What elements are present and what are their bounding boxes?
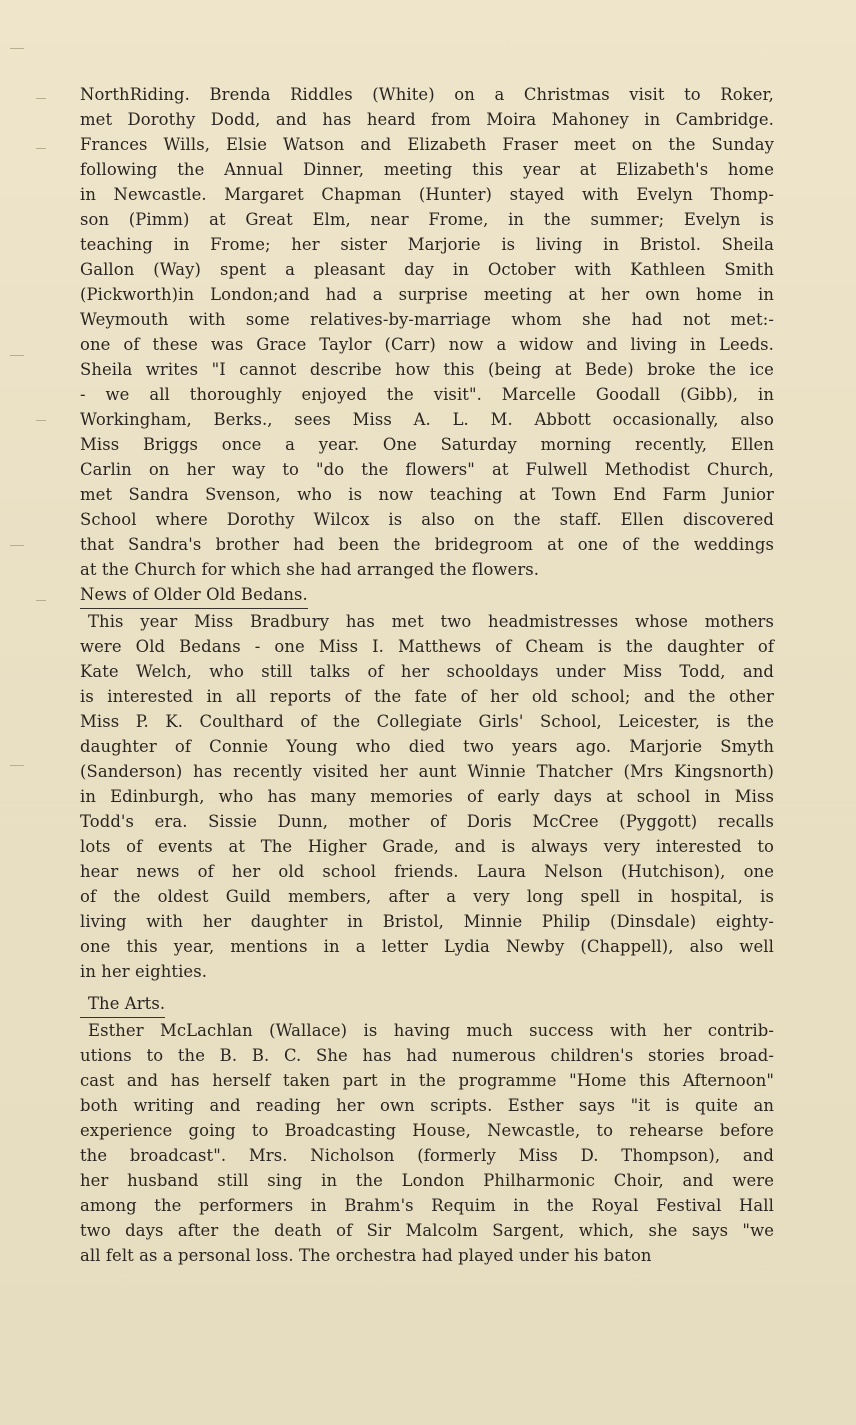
section-heading: The Arts. [80, 992, 165, 1018]
text-line: utions to the B. B. C. She has had numerous children's stories broad- [80, 1046, 774, 1065]
text-line: School where Dorothy Wilcox is also on the staff. Ellen discovered [80, 510, 774, 529]
text-line: the broadcast". Mrs. Nicholson (formerly Miss D. Thompson), and [80, 1146, 774, 1165]
text-line: lots of events at The Higher Grade, and is always very interested to [80, 837, 774, 856]
text-line: one of these was Grace Taylor (Carr) now a widow and living in Leeds. [80, 335, 774, 354]
margin-mark [36, 148, 46, 149]
text-line: Esther McLachlan (Wallace) is having much success with her contrib- [88, 1021, 774, 1040]
text-line: of the oldest Guild members, after a very long spell in hospital, is [80, 887, 774, 906]
text-line: NorthRiding. Brenda Riddles (White) on a Christmas visit to Roker, [80, 85, 774, 104]
article-text [80, 82, 774, 1268]
text-line: - we all thoroughly enjoyed the visit". Marcelle Goodall (Gibb), in [80, 385, 774, 404]
text-line: in Newcastle. Margaret Chapman (Hunter) stayed with Evelyn Thomp- [80, 185, 774, 204]
margin-mark [10, 545, 24, 546]
text-line: in Edinburgh, who has many memories of early days at school in Miss [80, 787, 774, 806]
text-line: her husband still sing in the London Philharmonic Choir, and were [80, 1171, 774, 1190]
text-line: son (Pimm) at Great Elm, near Frome, in the summer; Evelyn is [80, 210, 774, 229]
text-line: hear news of her old school friends. Laura Nelson (Hutchison), one [80, 862, 774, 881]
text-line: met Sandra Svenson, who is now teaching at Town End Farm Junior [80, 485, 774, 504]
text-line: following the Annual Dinner, meeting this year at Elizabeth's home [80, 160, 774, 179]
text-line: Miss P. K. Coulthard of the Collegiate Girls' School, Leicester, is the [80, 712, 774, 731]
text-line: daughter of Connie Young who died two years ago. Marjorie Smyth [80, 737, 774, 756]
text-line: (Sanderson) has recently visited her aunt Winnie Thatcher (Mrs Kingsnorth) [80, 762, 774, 781]
text-line: experience going to Broadcasting House, Newcastle, to rehearse before [80, 1121, 774, 1140]
margin-mark [10, 355, 24, 356]
text-line: all felt as a personal loss. The orchestra had played under his baton [80, 1246, 652, 1265]
section-heading: News of Older Old Bedans. [80, 583, 308, 609]
text-line: both writing and reading her own scripts. Esther says "it is quite an [80, 1096, 774, 1115]
text-line: is interested in all reports of the fate of her old school; and the other [80, 687, 774, 706]
margin-mark [36, 600, 46, 601]
text-line: teaching in Frome; her sister Marjorie is living in Bristol. Sheila [80, 235, 774, 254]
text-line: two days after the death of Sir Malcolm Sargent, which, she says "we [80, 1221, 774, 1240]
text-line: Gallon (Way) spent a pleasant day in October with Kathleen Smith [80, 260, 774, 279]
text-line: met Dorothy Dodd, and has heard from Moira Mahoney in Cambridge. [80, 110, 774, 129]
text-line: Weymouth with some relatives-by-marriage whom she had not met:- [80, 310, 774, 329]
text-line: among the performers in Brahm's Requim in the Royal Festival Hall [80, 1196, 774, 1215]
text-line: one this year, mentions in a letter Lydia Newby (Chappell), also well [80, 937, 774, 956]
text-line: Frances Wills, Elsie Watson and Elizabeth Fraser meet on the Sunday [80, 135, 774, 154]
text-line: Carlin on her way to "do the flowers" at Fulwell Methodist Church, [80, 460, 774, 479]
text-line: Todd's era. Sissie Dunn, mother of Doris McCree (Pyggott) recalls [80, 812, 774, 831]
article-section [80, 984, 774, 1268]
text-line: that Sandra's brother had been the bridegroom at one of the weddings [80, 535, 774, 554]
text-line: at the Church for which she had arranged the flowers. [80, 560, 540, 579]
text-line: Miss Briggs once a year. One Saturday morning recently, Ellen [80, 435, 774, 454]
text-line: were Old Bedans - one Miss I. Matthews of Cheam is the daughter of [80, 637, 774, 656]
article-section [80, 582, 774, 984]
text-line: Kate Welch, who still talks of her schooldays under Miss Todd, and [80, 662, 774, 681]
article-section [80, 82, 774, 582]
text-line: Workingham, Berks., sees Miss A. L. M. Abbott occasionally, also [80, 410, 774, 429]
text-line: cast and has herself taken part in the programme "Home this Afternoon" [80, 1071, 774, 1090]
text-line: living with her daughter in Bristol, Minnie Philip (Dinsdale) eighty- [80, 912, 774, 931]
text-line: Sheila writes "I cannot describe how this (being at Bede) broke the ice [80, 360, 774, 379]
text-line: (Pickworth)in London;and had a surprise meeting at her own home in [80, 285, 774, 304]
margin-mark [10, 765, 24, 766]
margin-mark [36, 420, 46, 421]
margin-mark [10, 48, 24, 49]
margin-mark [36, 98, 46, 99]
text-line: This year Miss Bradbury has met two headmistresses whose mothers [88, 612, 774, 631]
text-line: in her eighties. [80, 962, 208, 981]
